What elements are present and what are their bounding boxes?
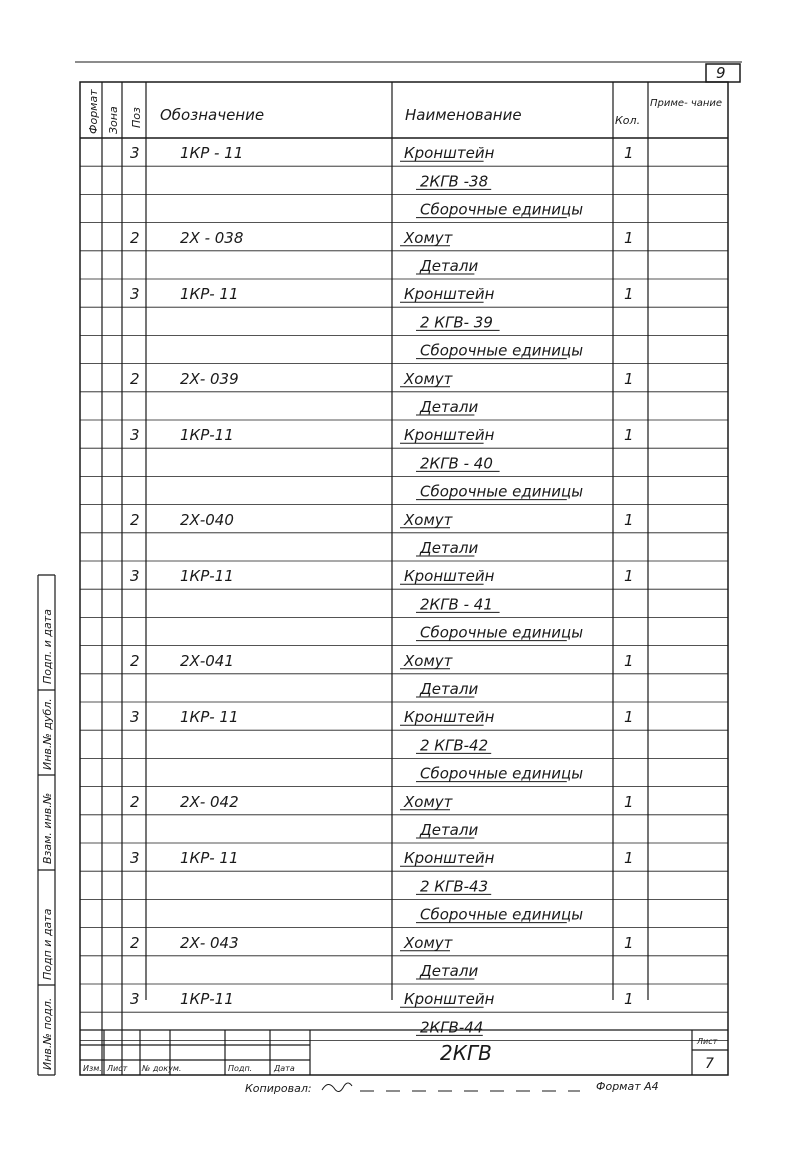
table-row: [80, 567, 728, 589]
table-row: [80, 511, 728, 533]
table-row: [80, 821, 728, 843]
table-row: [80, 144, 728, 166]
stamp-sheet-number: 7: [705, 1056, 714, 1072]
row-pos: 3: [130, 708, 140, 727]
row-qty: 1: [624, 228, 634, 247]
row-designation: 2Х- 042: [180, 792, 239, 811]
table-row: [80, 736, 728, 758]
row-designation: 1КР-11: [180, 567, 234, 586]
table-row: [80, 595, 728, 617]
row-name: 2КГВ -38: [420, 172, 489, 191]
side-sign-date-1: Подп. и дата: [41, 609, 54, 684]
row-qty: 1: [624, 849, 634, 868]
table-row: [80, 877, 728, 899]
row-name: Кронштейн: [404, 285, 495, 304]
row-name: Хомут: [404, 228, 453, 247]
row-designation: 1КР- 11: [180, 285, 239, 304]
table-row: [80, 652, 728, 674]
row-pos: 3: [130, 426, 140, 445]
row-name: Сборочные единицы: [420, 200, 584, 219]
row-qty: 1: [624, 426, 634, 445]
row-name: 2КГВ - 41: [420, 595, 493, 614]
stamp-data: Дата: [274, 1064, 295, 1073]
header-note: [650, 98, 722, 109]
row-qty: 1: [624, 792, 634, 811]
table-row: [80, 172, 728, 194]
row-name: Детали: [420, 962, 479, 980]
row-name: 2КГВ - 40: [420, 454, 493, 473]
row-name: Детали: [420, 398, 479, 416]
row-designation: 2Х - 038: [180, 228, 244, 247]
row-qty: 1: [624, 933, 634, 952]
row-name: Хомут: [404, 651, 453, 670]
row-pos: 2: [130, 369, 140, 388]
row-qty: 1: [624, 285, 634, 304]
row-name: Хомут: [404, 933, 453, 952]
row-pos: 3: [130, 849, 140, 868]
header-pos: Поз: [130, 107, 143, 128]
row-name: 2 КГВ-43: [420, 877, 489, 896]
stamp-ndokum: № докум.: [142, 1064, 182, 1073]
row-name: Детали: [420, 821, 479, 839]
row-designation: 1КР - 11: [180, 144, 244, 163]
row-name: 2 КГВ-42: [420, 736, 489, 755]
row-name: Сборочные единицы: [420, 623, 584, 642]
row-name: Хомут: [404, 369, 453, 388]
row-designation: 2Х-040: [180, 510, 234, 529]
table-row: [80, 793, 728, 815]
side-sign-date-2: Подп и дата: [41, 908, 54, 980]
table-row: [80, 934, 728, 956]
table-row: [80, 680, 728, 702]
row-name: Хомут: [404, 792, 453, 811]
row-pos: 2: [130, 792, 140, 811]
row-name: Кронштейн: [404, 426, 495, 445]
table-row: [80, 906, 728, 928]
table-row: [80, 962, 728, 984]
row-qty: 1: [624, 567, 634, 586]
header-format: Формат: [87, 89, 100, 134]
side-inv-podl: Инв.№ подл.: [41, 997, 54, 1070]
row-pos: 3: [130, 285, 140, 304]
row-qty: 1: [624, 708, 634, 727]
row-qty: 1: [624, 369, 634, 388]
row-qty: 1: [624, 651, 634, 670]
row-pos: 3: [130, 144, 140, 163]
header-designation: Обозначение: [160, 106, 265, 124]
row-designation: 2Х-041: [180, 651, 234, 670]
stamp-sheet-label: Лист: [697, 1037, 718, 1046]
header-name: Наименование: [405, 106, 522, 124]
row-name: Кронштейн: [404, 990, 495, 1009]
stamp-izm: Изм.: [83, 1064, 102, 1073]
row-designation: 1КР-11: [180, 990, 234, 1009]
row-name: Сборочные единицы: [420, 341, 584, 360]
row-designation: 1КР- 11: [180, 708, 239, 727]
side-inv-dubl: Инв.№ дубл.: [41, 698, 54, 770]
row-pos: 2: [130, 933, 140, 952]
row-name: Сборочные единицы: [420, 482, 584, 501]
row-name: Сборочные единицы: [420, 764, 584, 783]
row-name: 2 КГВ- 39: [420, 313, 493, 332]
row-name: Детали: [420, 257, 479, 275]
row-name: Кронштейн: [404, 567, 495, 586]
footer-copied: Копировал:: [245, 1082, 312, 1095]
row-designation: 2Х- 039: [180, 369, 239, 388]
table-row: [80, 257, 728, 279]
row-name: Детали: [420, 680, 479, 698]
header-note-text: Приме- чание: [650, 98, 723, 109]
side-vzam-inv: Взам. инв.№: [41, 792, 54, 864]
row-pos: 3: [130, 990, 140, 1009]
row-qty: 1: [624, 144, 634, 163]
header-zone: Зона: [107, 106, 120, 134]
table-row: [80, 708, 728, 730]
table-row: [80, 285, 728, 307]
row-name: Детали: [420, 539, 479, 557]
table-row: [80, 426, 728, 448]
table-row: [80, 454, 728, 476]
row-name: Кронштейн: [404, 849, 495, 868]
row-designation: 1КР- 11: [180, 849, 239, 868]
table-row: [80, 201, 728, 223]
row-pos: 2: [130, 228, 140, 247]
row-designation: 1КР-11: [180, 426, 234, 445]
row-qty: 1: [624, 510, 634, 529]
row-pos: 2: [130, 510, 140, 529]
row-name: Хомут: [404, 510, 453, 529]
row-name: 2КГВ-44: [420, 1018, 484, 1037]
table-row: [80, 990, 728, 1012]
table-row: [80, 398, 728, 420]
row-name: Сборочные единицы: [420, 905, 584, 924]
table-row: [80, 765, 728, 787]
signature-scribble: [322, 1083, 352, 1092]
header-qty: Кол.: [615, 114, 641, 127]
row-name: Кронштейн: [404, 708, 495, 727]
row-qty: 1: [624, 990, 634, 1009]
table-row: [80, 342, 728, 364]
document-code: 2КГВ: [440, 1041, 492, 1065]
footer-format: Формат А4: [596, 1080, 659, 1093]
row-designation: 2Х- 043: [180, 933, 239, 952]
spec-rows: [80, 144, 728, 1040]
table-row: [80, 483, 728, 505]
row-pos: 2: [130, 651, 140, 670]
row-pos: 3: [130, 567, 140, 586]
table-row: [80, 849, 728, 871]
table-row: [80, 313, 728, 335]
table-row: [80, 370, 728, 392]
table-row: [80, 539, 728, 561]
table-row: [80, 624, 728, 646]
row-name: Кронштейн: [404, 144, 495, 163]
table-row: [80, 229, 728, 251]
stamp-podp: Подп.: [228, 1064, 253, 1073]
sheet-number: 9: [716, 64, 726, 82]
stamp-list: Лист: [107, 1064, 128, 1073]
